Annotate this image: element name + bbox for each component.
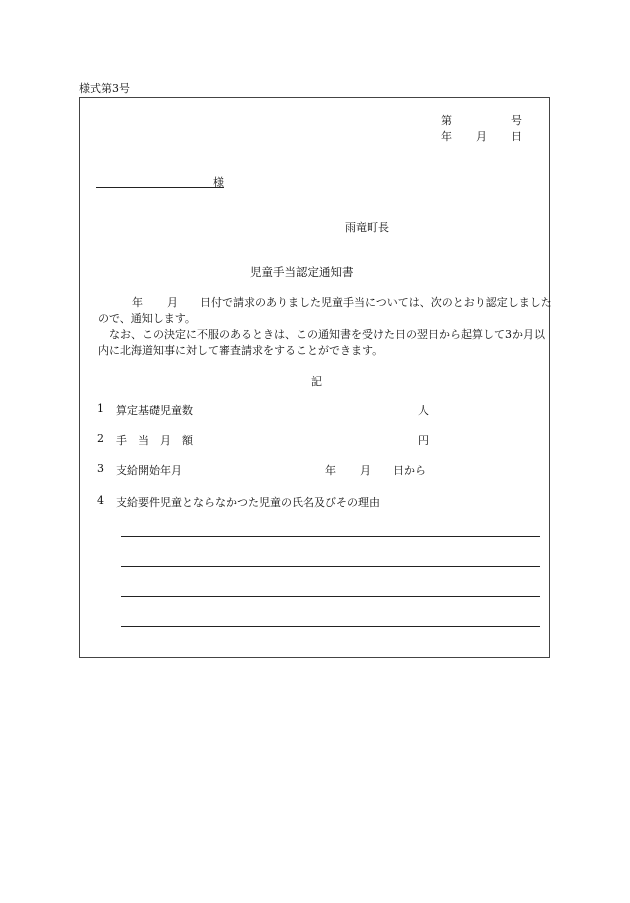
- item-1-number: 1: [97, 402, 104, 415]
- document-title: 児童手当認定通知書: [250, 265, 354, 279]
- number-suffix: 号: [511, 114, 522, 127]
- item-1-label: 算定基礎児童数: [116, 404, 193, 417]
- item-3-year: 年: [325, 464, 336, 477]
- item-4-label: 支給要件児童とならなかつた児童の氏名及びその理由: [116, 496, 380, 509]
- para1-year: 年: [132, 296, 143, 309]
- reason-line-2: [121, 566, 540, 567]
- item-2-number: 2: [97, 432, 104, 445]
- date-day: 日: [511, 130, 522, 143]
- body-paragraph-2: なお、この決定に不服のあるときは、この通知書を受けた日の翌日から起算して3か月以内に北海道知事に対して審査請求をすることができます。: [98, 328, 545, 357]
- form-number-label: 様式第3号: [79, 82, 130, 95]
- reason-line-4: [121, 626, 540, 627]
- recipient-name-line: [96, 187, 224, 188]
- document-number: [441, 112, 522, 128]
- recipient-honorific: 様: [213, 176, 224, 189]
- ki-heading: 記: [311, 375, 322, 388]
- item-3-number: 3: [97, 462, 104, 475]
- item-2-label: 手 当 月 額: [116, 434, 193, 447]
- reason-line-1: [121, 536, 540, 537]
- item-3-date: [325, 462, 426, 478]
- item-4-number: 4: [97, 494, 104, 507]
- item-1-unit: 人: [418, 404, 429, 417]
- document-date: [441, 128, 522, 144]
- date-month: 月: [476, 130, 487, 143]
- para1-text: 日付で請求のありました児童手当については、次のとおり認定しましたので、通知します。: [98, 296, 552, 325]
- body-paragraph-1: [98, 295, 553, 327]
- issuer-name: 雨竜町長: [345, 221, 389, 234]
- item-3-day-suffix: 日から: [393, 464, 426, 477]
- number-prefix: 第: [441, 114, 452, 127]
- para1-month: 月: [167, 296, 178, 309]
- date-year: 年: [441, 130, 452, 143]
- reason-line-3: [121, 596, 540, 597]
- item-3-month: 月: [360, 464, 371, 477]
- item-3-label: 支給開始年月: [116, 464, 182, 477]
- item-2-unit: 円: [418, 434, 429, 447]
